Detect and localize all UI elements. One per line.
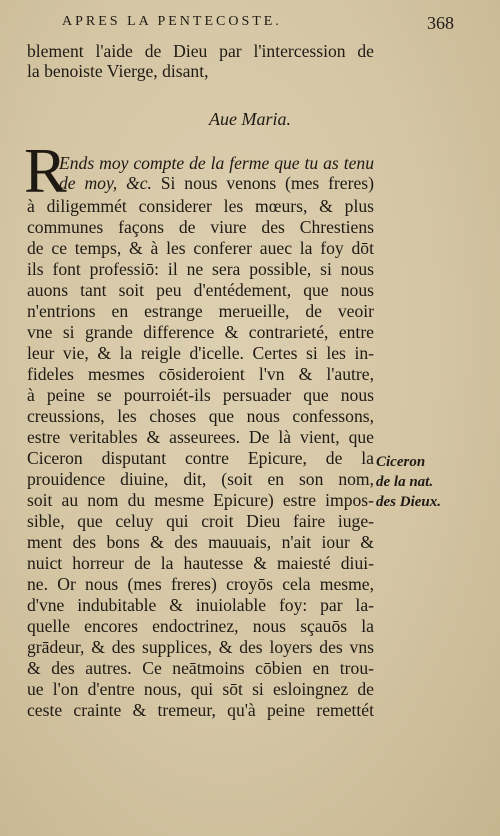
text-line: d'vne indubitable & inuiolable foy: par la- [27,595,374,615]
text-line: de ce temps, & à les conferer auec la foy dōt [27,238,374,258]
margin-note: Ciceron [376,454,426,470]
text-line: auons tant soit peu d'entédement, que nous [27,280,374,300]
text-line: grādeur, & des supplices, & des loyers des vns [27,637,374,657]
incipit-italic: de moy, &c. [59,173,152,193]
text-line: fideles mesmes cōsideroient l'vn & l'autre, [27,364,374,384]
running-header [62,13,454,33]
text-line: sible, que celuy qui croit Dieu faire iuge- [27,511,374,531]
text-line: à diligemmét considerer les mœurs, & plus [27,196,374,216]
text-line: soit au nom du mesme Epicure) estre impos- [27,490,374,510]
running-title: APRES LA PENTECOSTE. [62,14,282,29]
text-line: blement l'aide de Dieu par l'intercession de [27,41,374,61]
text-line: ment des bons & des mauuais, n'ait iour & [27,532,374,552]
text-line: quelle encores endoctrinez, nous sçauōs la [27,616,374,636]
text-line: la benoiste Vierge, disant, [27,61,209,81]
incipit-italic: Ends moy compte de la ferme que tu as tenu [59,153,374,173]
text-line: communes façons de viure des Chrestiens [27,217,374,237]
text-line: leur vie, & la reigle d'icelle. Certes si les in- [27,343,374,363]
page-number: 368 [427,13,454,33]
text-line: estre veritables & asseurees. De là vient, que [27,427,374,447]
text-line [59,153,374,173]
text-line: à peine se pourroiét-ils persuader que nous [27,385,374,405]
margin-note: de la nat. [376,474,434,490]
text-line: & des autres. Ce neātmoins cōbien en trou- [27,658,374,678]
drop-cap: R [24,135,67,206]
text-line: creussions, les choses que nous confessons, [27,406,374,426]
text-line: ils font professiō: il ne sera possible, si nous [27,259,374,279]
margin-note: des Dieux. [376,494,441,510]
text-line: ceste crainte & tremeur, qu'à peine remettét [27,700,374,720]
text-line: vne si grande difference & contrarieté, entre [27,322,374,342]
text-line: nuict horreur de la hautesse & maiesté diui- [27,553,374,573]
incipit-roman: Si nous venons (mes freres) [151,173,374,193]
text-line: ue l'on d'entre nous, qui sōt si esloingnez de [27,679,374,699]
text-line [59,173,374,193]
text-line: prouidence diuine, dit, (soit en son nom, [27,469,374,489]
text-line: n'entrions en estrange merueille, de veoir [27,301,374,321]
section-heading: Aue Maria. [209,109,291,129]
text-line: ne. Or nous (mes freres) croyōs cela mesme, [27,574,374,594]
text-line: Ciceron disputant contre Epicure, de la [27,448,374,468]
